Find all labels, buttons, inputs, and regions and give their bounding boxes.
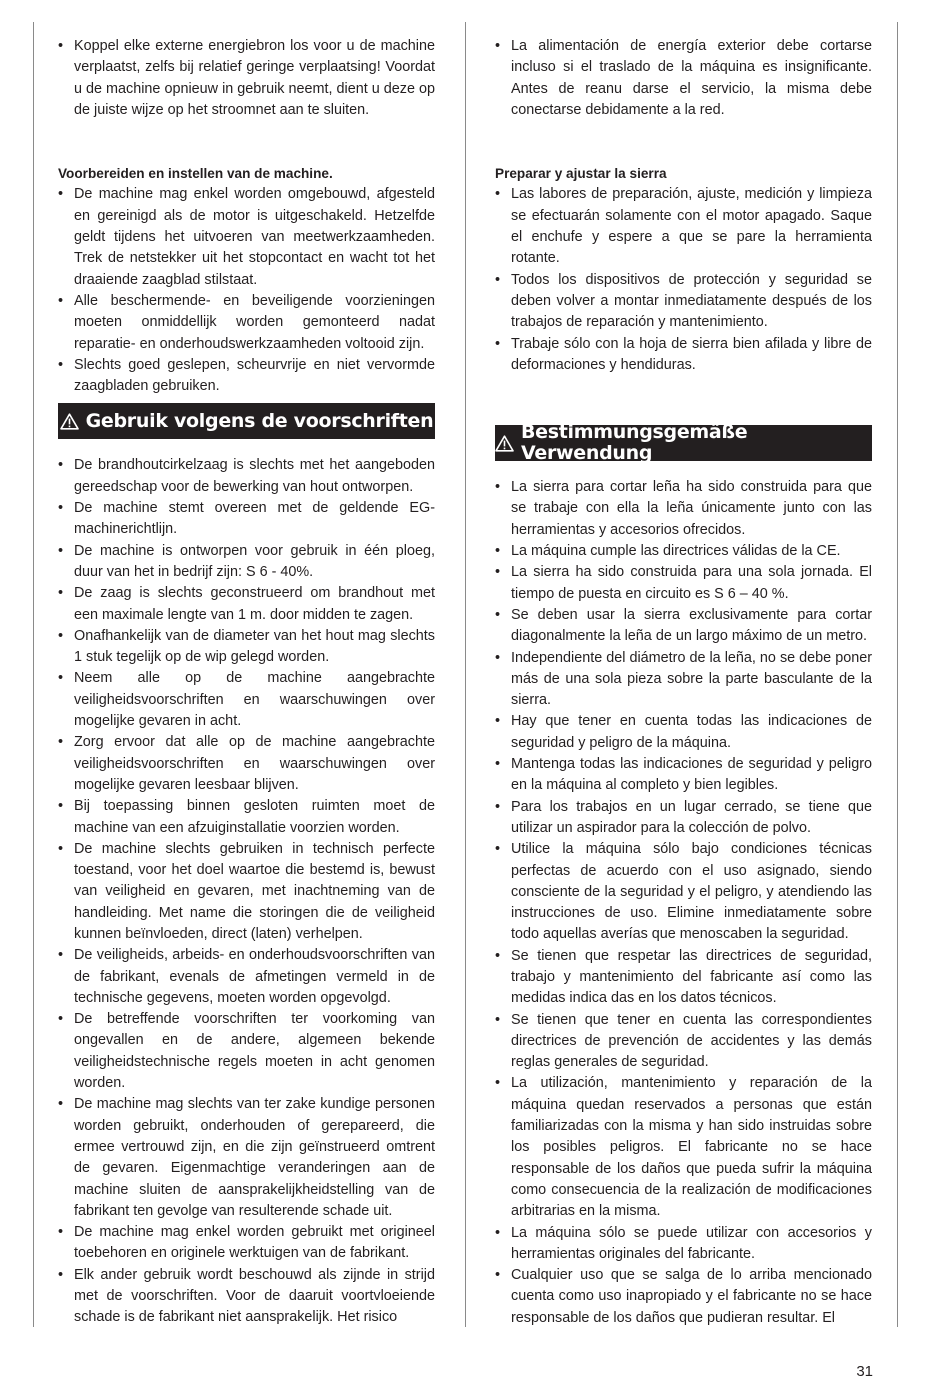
- list-item: • La alimentación de energía exterior debe cortarse incluso si el traslado de la máquina es insignificante. Antes de reanu darse el servicio, la misma debe conectarse debidamente a la red.: [495, 36, 872, 121]
- right-prep-list: [495, 184, 872, 376]
- left-margin-rule: [33, 22, 34, 1327]
- list-item: • La utilización, mantenimiento y reparación de la máquina quedan reservados a personas que están familiarizadas con la misma y han sido instruidas sobre los posibles peligros. El fabricante no se hace responsable de los daños que pueda sufrir la máquina como consecuencia de la realización de modificaciones arbitrarias en la misma.: [495, 1073, 872, 1222]
- list-item: • Se deben usar la sierra exclusivamente para cortar diagonalmente la leña de un largo máximo de un metro.: [495, 605, 872, 648]
- page-number: 31: [856, 1363, 873, 1380]
- list-item: • Elk ander gebruik wordt beschouwd als zijnde in strijd met de voorschriften. Voor de daaruit voortvloeiende schade is de fabrikant niet aansprakelijk. Het risico: [58, 1265, 435, 1329]
- list-item: • Todos los dispositivos de protección y seguridad se deben volver a montar inmediatamente después de los trabajos de reparación y mantenimiento.: [495, 270, 872, 334]
- list-item: • Las labores de preparación, ajuste, medición y limpieza se efectuarán solamente con el motor apagado. Saque el enchufe y espere a que se pare la herramienta rotante.: [495, 184, 872, 269]
- right-section-banner: [495, 420, 872, 465]
- list-item: • De zaag is slechts geconstrueerd om brandhout met een maximale lengte van 1 m. door midden te zagen.: [58, 583, 435, 626]
- list-item: • De brandhoutcirkelzaag is slechts met het aangeboden gereedschap voor de bewerking van hout ontworpen.: [58, 455, 435, 498]
- banner-title: Gebruik volgens de voorschriften: [85, 409, 434, 432]
- list-item: • La máquina cumple las directrices válidas de la CE.: [495, 541, 872, 562]
- left-intro-list: [58, 36, 435, 121]
- list-item: • De machine is ontworpen voor gebruik in één ploeg, duur van het in bedrijf zijn: S 6 - 40%.: [58, 541, 435, 584]
- list-item: • Utilice la máquina sólo bajo condiciones técnicas perfectas de acuerdo con el uso asignado, siendo consciente de la seguridad y el peligro, y atendiendo las instrucciones de uso. Elimine inmediatamente sobre todo aquellas averías que menoscaben la seguridad.: [495, 839, 872, 945]
- list-item: • De machine mag enkel worden gebruikt met origineel toebehoren en originele werktuigen van de fabrikant.: [58, 1222, 435, 1265]
- list-item: • De veiligheids, arbeids- en onderhoudsvoorschriften van de fabrikant, evenals de afmetingen vermeld in de technische gegevens, moeten worden opgevolgd.: [58, 945, 435, 1009]
- list-item: • Para los trabajos en un lugar cerrado, se tiene que utilizar un aspirador para la colección de polvo.: [495, 797, 872, 840]
- list-item: • La sierra para cortar leña ha sido construida para que se trabaje con ella la leña únicamente junto con las herramientas y accesorios ofrecidos.: [495, 477, 872, 541]
- right-margin-rule: [897, 22, 898, 1327]
- banner-title: Bestimmungsgemäße Verwendung: [521, 420, 748, 465]
- list-item: • Trabaje sólo con la hoja de sierra bien afilada y libre de deformaciones y hendiduras.: [495, 334, 872, 377]
- list-item: • De machine mag enkel worden omgebouwd, afgesteld en gereinigd als de motor is uitgeschakeld. Hetzelfde geldt tijdens het uitvoeren van meetwerkzaamheden. Trek de netstekker uit het stopcontact en wacht tot het draaiende zaagblad stilstaat.: [58, 184, 435, 290]
- list-item: • Hay que tener en cuenta todas las indicaciones de seguridad y peligro de la máquina.: [495, 711, 872, 754]
- left-prep-list: [58, 184, 435, 397]
- list-item: • De machine stemt overeen met de geldende EG-machinerichtlijn.: [58, 498, 435, 541]
- left-use-list: [58, 455, 435, 1328]
- list-item: • Koppel elke externe energiebron los voor u de machine verplaatst, zelfs bij relatief geringe verplaatsing! Voordat u de machine opnieuw in gebruik neemt, dient u deze op de juiste wijze op het stroomnet aan te sluiten.: [58, 36, 435, 121]
- center-divider-rule: [465, 22, 466, 1327]
- list-item: • Zorg ervoor dat alle op de machine aangebrachte veiligheidsvoorschriften en waarschuwingen over mogelijke gevaren leesbaar blijven.: [58, 732, 435, 796]
- list-item: • Bij toepassing binnen gesloten ruimten moet de machine van een afzuiginstallatie voorzien worden.: [58, 796, 435, 839]
- list-item: • Neem alle op de machine aangebrachte veiligheidsvoorschriften en waarschuwingen over mogelijke gevaren in acht.: [58, 668, 435, 732]
- list-item: • De machine mag slechts van ter zake kundige personen worden gebruikt, onderhouden of gerepareerd, die ermee vertrouwd zijn, en die zijn geïnstrueerd omtrent de gevaren. Eigenmachtige veranderingen aan de machine sluiten de aansprakelijkheidstelling van de fabrikant ten gevolge van resulterende schade uit.: [58, 1094, 435, 1222]
- list-item: • Se tienen que respetar las directrices de seguridad, trabajo y mantenimiento del fabricante así como las medidas indica das en los datos técnicos.: [495, 946, 872, 1010]
- list-item: • De machine slechts gebruiken in technisch perfecte toestand, voor het doel waartoe die bestemd is, bewust van veiligheid en gevaren, met inachtneming van de handleiding. Met name die storingen die de veiligheid kunnen beïnvloeden, direct (laten) verhelpen.: [58, 839, 435, 945]
- right-intro-list: [495, 36, 872, 121]
- list-item: • Onafhankelijk van de diameter van het hout mag slechts 1 stuk tegelijk op de wip gelegd worden.: [58, 626, 435, 669]
- list-item: • La sierra ha sido construida para una sola jornada. El tiempo de puesta en circuito es S 6 – 40 %.: [495, 562, 872, 605]
- right-prep-heading: Preparar y ajustar la sierra: [495, 166, 667, 182]
- right-use-list: [495, 477, 872, 1329]
- warning-triangle-icon: [495, 435, 514, 452]
- list-item: • La máquina sólo se puede utilizar con accesorios y herramientas originales del fabricante.: [495, 1223, 872, 1266]
- left-section-banner: [58, 403, 435, 439]
- left-prep-heading: Voorbereiden en instellen van de machine.: [58, 166, 333, 182]
- list-item: • Alle beschermende- en beveiligende voorzieningen moeten onmiddellijk worden gemonteerd nadat reparatie- en onderhoudswerkzaamheden voltooid zijn.: [58, 291, 435, 355]
- list-item: • Cualquier uso que se salga de lo arriba mencionado cuenta como uso inapropiado y el fabricante no se hace responsable de los daños que pudieran resultar. El: [495, 1265, 872, 1329]
- list-item: • Slechts goed geslepen, scheurvrije en niet vervormde zaagbladen gebruiken.: [58, 355, 435, 398]
- right-column-spanish: [495, 36, 872, 1329]
- list-item: • De betreffende voorschriften ter voorkoming van ongevallen en de andere, algemeen bekende veiligheidstechnische regels moeten in acht genomen worden.: [58, 1009, 435, 1094]
- warning-triangle-icon: [60, 413, 79, 430]
- list-item: • Independiente del diámetro de la leña, no se debe poner más de una sola pieza sobre la parte basculante de la sierra.: [495, 648, 872, 712]
- list-item: • Mantenga todas las indicaciones de seguridad y peligro en la máquina al completo y bien legibles.: [495, 754, 872, 797]
- list-item: • Se tienen que tener en cuenta las correspondientes directrices de prevención de accidentes y las demás reglas generales de seguridad.: [495, 1010, 872, 1074]
- left-column-dutch: [58, 36, 435, 1329]
